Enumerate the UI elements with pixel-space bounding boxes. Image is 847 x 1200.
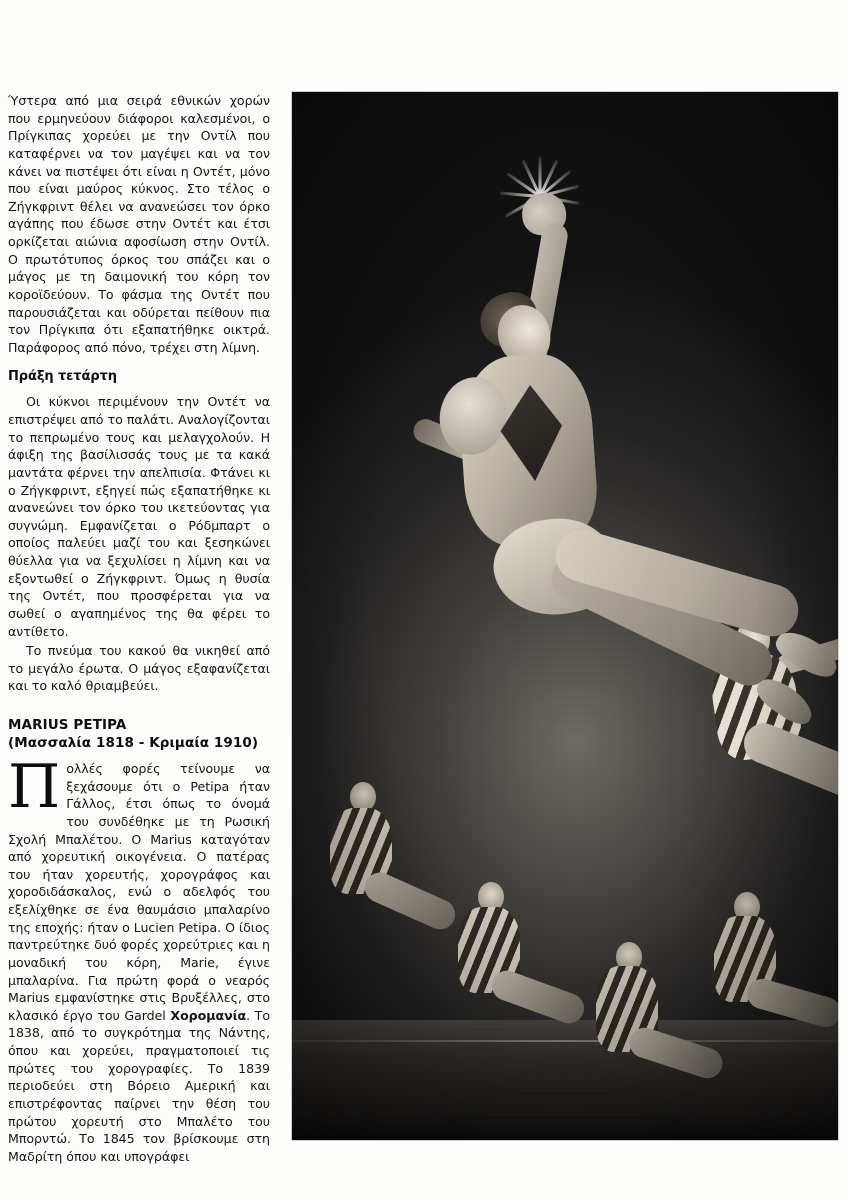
text-column (8, 92, 270, 1167)
biography-text-start: ολλές φορές τείνουμε να ξεχάσουμε ότι ο Petipa ήταν Γάλλος, έτσι όπως το όνομά του συνδέθηκε με τη Ρωσική Σχολή Μπαλέτου. Ο Marius καταγόταν από χορευτική οικογένεια. Ο πατέρας του ήταν χορευτής, χορογράφος και χοροδιδάσκαλος, ενώ ο αδελφός του εξελίχθηκε σε ένα θαυμάσιο μπαλαρίνο της εποχής: ήταν ο Lucien Petipa. Ο ίδιος παντρεύτηκε δυό φορές χορεύτριες και η μοναδική του κόρη, Marie, έγινε μπαλαρίνα. Για πρώτη φορά ο νεαρός Marius εμφανίστηκε στις Βρυξέλλες, στο κλασικό έργο του Gardel (8, 761, 270, 1023)
photo-grain (292, 92, 838, 1140)
paragraph-act-three-summary: Ύστερα από μια σειρά εθνικών χορών που ερμηνεύουν διάφοροι καλεσμένοι, ο Πρίγκιπας χορεύει με την Οντίλ που καταφέρνει να τον μαγέψει και να τον κάνει να πιστέψει ότι είναι η Οντέτ, μόνο που είναι μαύρος κύκνος. Στο τέλος ο Ζήγκφριντ θέλει να ανανεώσει τον όρκο αγάπης που έδωσε στην Οντέτ και έτσι ορκίζεται αιώνια αφοσίωση στην Οντίλ. Ο πρωτότυπος όρκος του σπάζει και ο μάγος με τη δαιμονική του κόρη τον κοροϊδεύουν. Το φάσμα της Οντέτ που παρουσιάζεται και οδύρεται πείθουν πια τον Πρίγκιπα ότι εξαπατήθηκε οικτρά. Παράφορος από πόνο, τρέχει στη λίμνη. (8, 93, 270, 355)
section-heading-act-four: Πράξη τετάρτη (8, 369, 117, 385)
author-dates: (Μασσαλία 1818 - Κριμαία 1910) (8, 734, 259, 751)
ballet-photograph (292, 92, 838, 1140)
paragraph-act-four-1: Οι κύκνοι περιμένουν την Οντέτ να επιστρέψει από το παλάτι. Αναλογίζονται το πεπρωμένο τους και μελαγχολούν. Η άφιξη της βασίλισσάς τους με τα κακά μαντάτα φέρνει την απελπισία. Φτάνει κι ο Ζήγκφριντ, εξηγεί πώς εξαπατήθηκε κι ανανεώνει τον όρκο του ικετεύοντας για συγνώμη. Εμφανίζεται ο Ρόδμπαρτ ο οποίος παλεύει μαζί του και ξεσηκώνει θύελλα για να ξεχυλίσει η λίμνη και να εξοντωθεί ο Ζήγκφριντ. Όμως η θυσία της Οντέτ, που προσφέρεται για να σωθεί ο αγαπημένος της θα φέρει το αντίθετο. (8, 394, 270, 639)
paragraph-biography (8, 752, 270, 1165)
paragraph-act-four-2: Το πνεύμα του κακού θα νικηθεί από το μεγάλο έρωτα. Ο μάγος εξαφανίζεται και το καλό θριαμβεύει. (8, 643, 270, 694)
drop-cap: Π (8, 752, 61, 823)
biography-text-end: . Το 1838, από το συγκρότημα της Νάντης, όπου και χορεύει, πραγματοποιεί τις πρώτες του χορογραφίες. Το 1839 περιοδεύει στη Βόρειο Αμερική και επιστρέφοντας παίρνει την θέση του πρώτου χορευτή στο Μπαλέτο του Μπορντώ. Το 1845 τον βρίσκουμε στη Μαδρίτη όπου και υπογράφει (8, 1007, 270, 1164)
biography-work-title: Χορομανία (170, 1007, 247, 1023)
author-name: MARIUS PETIPA (8, 717, 127, 733)
author-block (8, 717, 270, 752)
